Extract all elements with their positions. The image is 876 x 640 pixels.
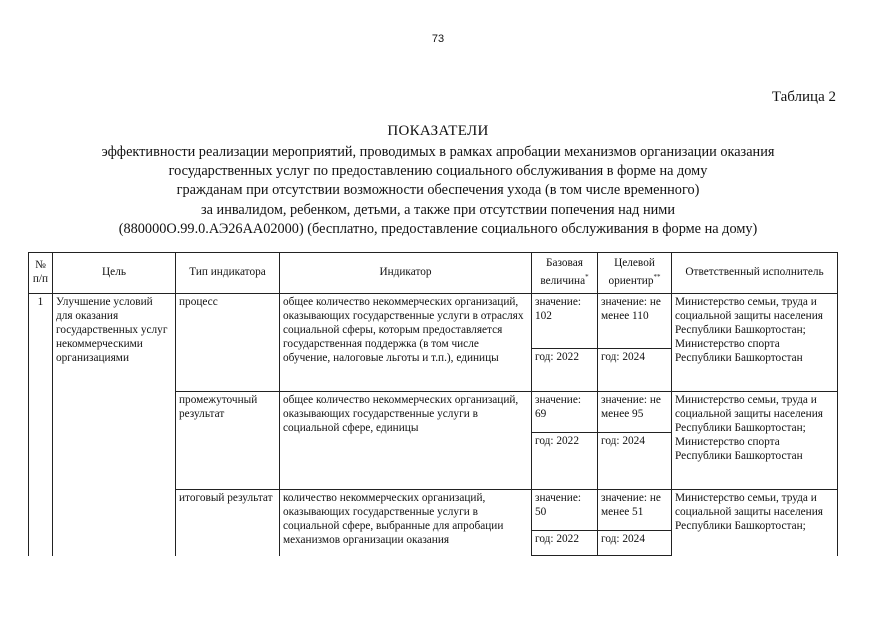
indicator-type: итоговый результат [176, 490, 280, 556]
responsible-executor: Министерство семьи, труда и социальной защиты населения Республики Башкортостан; Министерство спорта Республики Башкортостан [672, 392, 838, 490]
indicator-text: количество некоммерческих организаций, оказывающих государственные услуги в социальной сфере, выбранные для апробации механизмов организации оказания [280, 490, 532, 556]
indicators-table [28, 252, 838, 556]
header-goal: Цель [53, 253, 176, 294]
subtitle-line: (880000О.99.0.АЭ26АА02000) (бесплатно, предоставление социального обслуживания в форме на дому) [118, 220, 758, 237]
base-value: значение: 50 [532, 490, 598, 531]
subtitle-line: эффективности реализации мероприятий, проводимых в рамках апробации механизмов организации оказания [101, 144, 775, 160]
page-number: 73 [431, 33, 445, 45]
table-row [29, 294, 838, 349]
subtitle-line: за инвалидом, ребенком, детьми, а также при отсутствии попечения над ними [200, 201, 675, 218]
table-header-row [29, 253, 838, 294]
header-responsible: Ответственный исполнитель [672, 253, 838, 294]
target-value: значение: не менее 51 [598, 490, 672, 531]
responsible-executor: Министерство семьи, труда и социальной защиты населения Республики Башкортостан; Министерство спорта Республики Башкортостан [672, 294, 838, 392]
target-year: год: 2024 [598, 349, 672, 392]
table-label: Таблица 2 [771, 89, 836, 105]
base-year: год: 2022 [532, 433, 598, 490]
responsible-executor: Министерство семьи, труда и социальной защиты населения Республики Башкортостан; [672, 490, 838, 556]
indicator-text: общее количество некоммерческих организаций, оказывающих государственные услуги в отраслях социальной сферы, которым предоставляется государственная поддержка (в том числе обучение, налоговые льготы и т.п.), единицы [280, 294, 532, 392]
subtitle-line: государственных услуг по предоставлению социального обслуживания в форме на дому [168, 163, 708, 180]
indicator-type: промежуточный результат [176, 392, 280, 490]
header-num: № п/п [29, 253, 53, 294]
header-base-value [532, 253, 598, 294]
target-value: значение: не менее 110 [598, 294, 672, 349]
target-year: год: 2024 [598, 531, 672, 556]
header-base-mark: * [585, 273, 589, 282]
subtitle-line: гражданам при отсутствии возможности обеспечения ухода (в том числе временного) [176, 182, 700, 199]
base-year: год: 2022 [532, 349, 598, 392]
indicator-text: общее количество некоммерческих организаций, оказывающих государственные услуги в социальной сфере, единицы [280, 392, 532, 490]
base-year: год: 2022 [532, 531, 598, 556]
document-title: ПОКАЗАТЕЛИ [387, 123, 489, 139]
document-subtitle [40, 143, 836, 239]
header-base-value-label: Базовая величина [540, 257, 586, 287]
target-value: значение: не менее 95 [598, 392, 672, 433]
header-target-mark: ** [653, 273, 661, 282]
target-year: год: 2024 [598, 433, 672, 490]
header-indicator-type: Тип индикатора [176, 253, 280, 294]
base-value: значение: 102 [532, 294, 598, 349]
header-target-label: Целевой ориентир [608, 257, 655, 287]
header-target [598, 253, 672, 294]
indicator-type: процесс [176, 294, 280, 392]
base-value: значение: 69 [532, 392, 598, 433]
row-goal: Улучшение условий для оказания государственных услуг некоммерческими организациями [53, 294, 176, 556]
header-indicator: Индикатор [280, 253, 532, 294]
row-num: 1 [29, 294, 53, 556]
